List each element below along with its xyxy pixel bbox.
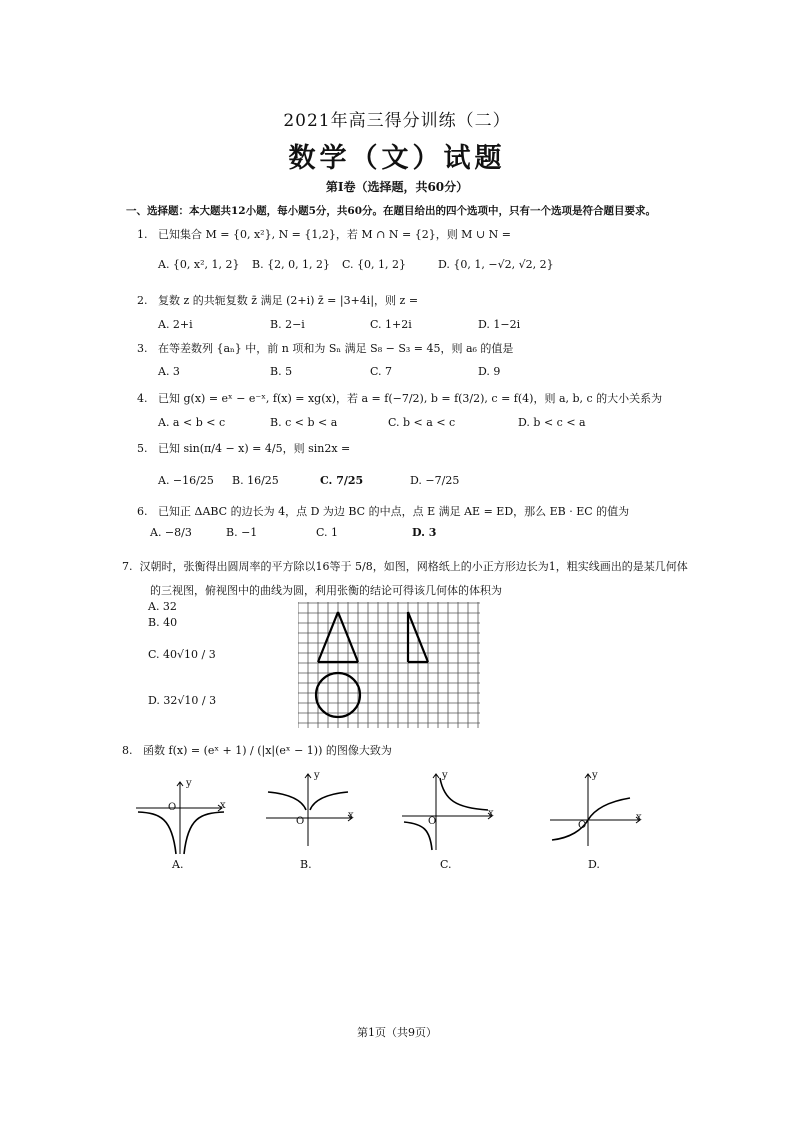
q1-option-c: C. {0, 1, 2} <box>342 258 406 271</box>
q5-option-a: A. −16/25 <box>158 474 214 487</box>
origin-label: O <box>578 820 587 831</box>
q2-option-b: B. 2−i <box>270 318 305 331</box>
y-axis-label: y <box>592 770 598 781</box>
question-number: 4. <box>137 392 148 405</box>
question-number: 3. <box>137 342 148 355</box>
exam-section-title: 第Ⅰ卷（选择题，共60分） <box>325 180 469 194</box>
q3-option-a: A. 3 <box>158 365 180 378</box>
q2-option-d: D. 1−2i <box>478 318 521 331</box>
q7-option-c: C. 40√10 / 3 <box>148 648 216 661</box>
q5-option-b: B. 16/25 <box>232 474 279 487</box>
question-8 <box>122 742 392 758</box>
question-number: 8. <box>122 744 133 757</box>
x-axis-label: x <box>348 810 354 821</box>
q5-option-c: C. 7/25 <box>320 474 364 487</box>
q6-option-b: B. −1 <box>226 526 258 539</box>
y-axis-label: y <box>186 778 192 789</box>
q4-option-d: D. b < c < a <box>518 416 586 429</box>
q7-option-d: D. 32√10 / 3 <box>148 694 217 707</box>
question-6 <box>137 503 629 519</box>
q1-option-b: B. {2, 0, 1, 2} <box>252 258 331 271</box>
question-stem: 复数 z 的共轭复数 z̄ 满足 (2+i) z̄ = |3+4i|，则 z = <box>158 294 419 307</box>
question-stem: 已知 g(x) = eˣ − e⁻ˣ, f(x) = xg(x)，若 a = f(−7/2), b = f(3/2), c = f(4)，则 a, b, c 的大小关系为 <box>158 392 663 405</box>
x-axis-label: x <box>488 808 494 819</box>
question-stem: 已知正 ΔABC 的边长为 4，点 D 为边 BC 的中点，点 E 满足 AE = ED，那么 EB · EC 的值为 <box>158 505 630 518</box>
origin-label: O <box>296 816 305 827</box>
question-number: 2. <box>137 294 148 307</box>
question-number: 1. <box>137 228 148 241</box>
x-axis-label: x <box>220 800 226 811</box>
question-number: 6. <box>137 505 148 518</box>
q6-option-a: A. −8/3 <box>150 526 192 539</box>
exam-title-year: 2021年高三得分训练（二） <box>283 111 511 131</box>
q5-option-d: D. −7/25 <box>410 474 460 487</box>
q8-option-a: A. <box>172 858 184 871</box>
q4-option-b: B. c < b < a <box>270 416 338 429</box>
q4-option-c: C. b < a < c <box>388 416 456 429</box>
question-stem: 已知 sin(π/4 − x) = 4/5，则 sin2x = <box>158 442 351 455</box>
question-stem: 函数 f(x) = (eˣ + 1) / (|x|(eˣ − 1)) 的图像大致为 <box>143 744 392 757</box>
three-view-grid-figure <box>298 602 480 728</box>
graph-option-a <box>132 778 228 858</box>
question-stem: 汉朝时，张衡得出圆周率的平方除以16等于 5/8，如图，网格纸上的小正方形边长为1，粗实线画出的是某几何体 <box>139 560 688 573</box>
question-4 <box>137 390 662 406</box>
q8-option-d: D. <box>588 858 600 871</box>
question-number: 5. <box>137 442 148 455</box>
question-stem: 已知集合 M = {0, x²}, N = {1,2}，若 M ∩ N = {2}，则 M ∪ N = <box>158 228 511 241</box>
origin-label: O <box>428 816 437 827</box>
x-axis-label: x <box>636 812 642 823</box>
q8-option-b: B. <box>300 858 312 871</box>
q6-option-d: D. 3 <box>412 526 437 539</box>
graph-option-d <box>546 770 646 850</box>
q4-option-a: A. a < b < c <box>158 416 226 429</box>
q7-option-b: B. 40 <box>148 616 178 629</box>
question-7 <box>122 558 688 574</box>
q3-option-b: B. 5 <box>270 365 293 378</box>
q3-option-d: D. 9 <box>478 365 501 378</box>
question-stem: 在等差数列 {aₙ} 中，前 n 项和为 Sₙ 满足 S₈ − S₃ = 45，则 a₆ 的值是 <box>158 342 514 355</box>
question-2 <box>137 292 418 308</box>
question-number: 7. <box>122 560 133 573</box>
question-1 <box>137 226 511 242</box>
q6-option-c: C. 1 <box>316 526 339 539</box>
q1-option-a: A. {0, x², 1, 2} <box>158 258 240 271</box>
q1-option-d: D. {0, 1, −√2, √2, 2} <box>438 258 554 271</box>
graph-option-b <box>262 770 358 850</box>
origin-label: O <box>168 802 177 813</box>
exam-title-subject: 数学（文）试题 <box>288 143 506 174</box>
section-instruction: 一、选择题：本大题共12小题，每小题5分，共60分。在题目给出的四个选项中，只有一个选项是符合题目要求。 <box>126 205 657 217</box>
y-axis-label: y <box>442 770 448 781</box>
q7-option-a: A. 32 <box>148 600 177 613</box>
question-5 <box>137 440 350 456</box>
question-7-stem-continued: 的三视图，俯视图中的曲线为圆，利用张衡的结论可得该几何体的体积为 <box>150 584 502 597</box>
q2-option-c: C. 1+2i <box>370 318 412 331</box>
q3-option-c: C. 7 <box>370 365 393 378</box>
page-footer: 第1页（共9页） <box>357 1026 437 1039</box>
graph-option-c <box>398 770 498 854</box>
question-3 <box>137 340 513 356</box>
y-axis-label: y <box>314 770 320 781</box>
q2-option-a: A. 2+i <box>158 318 193 331</box>
q8-option-c: C. <box>440 858 452 871</box>
